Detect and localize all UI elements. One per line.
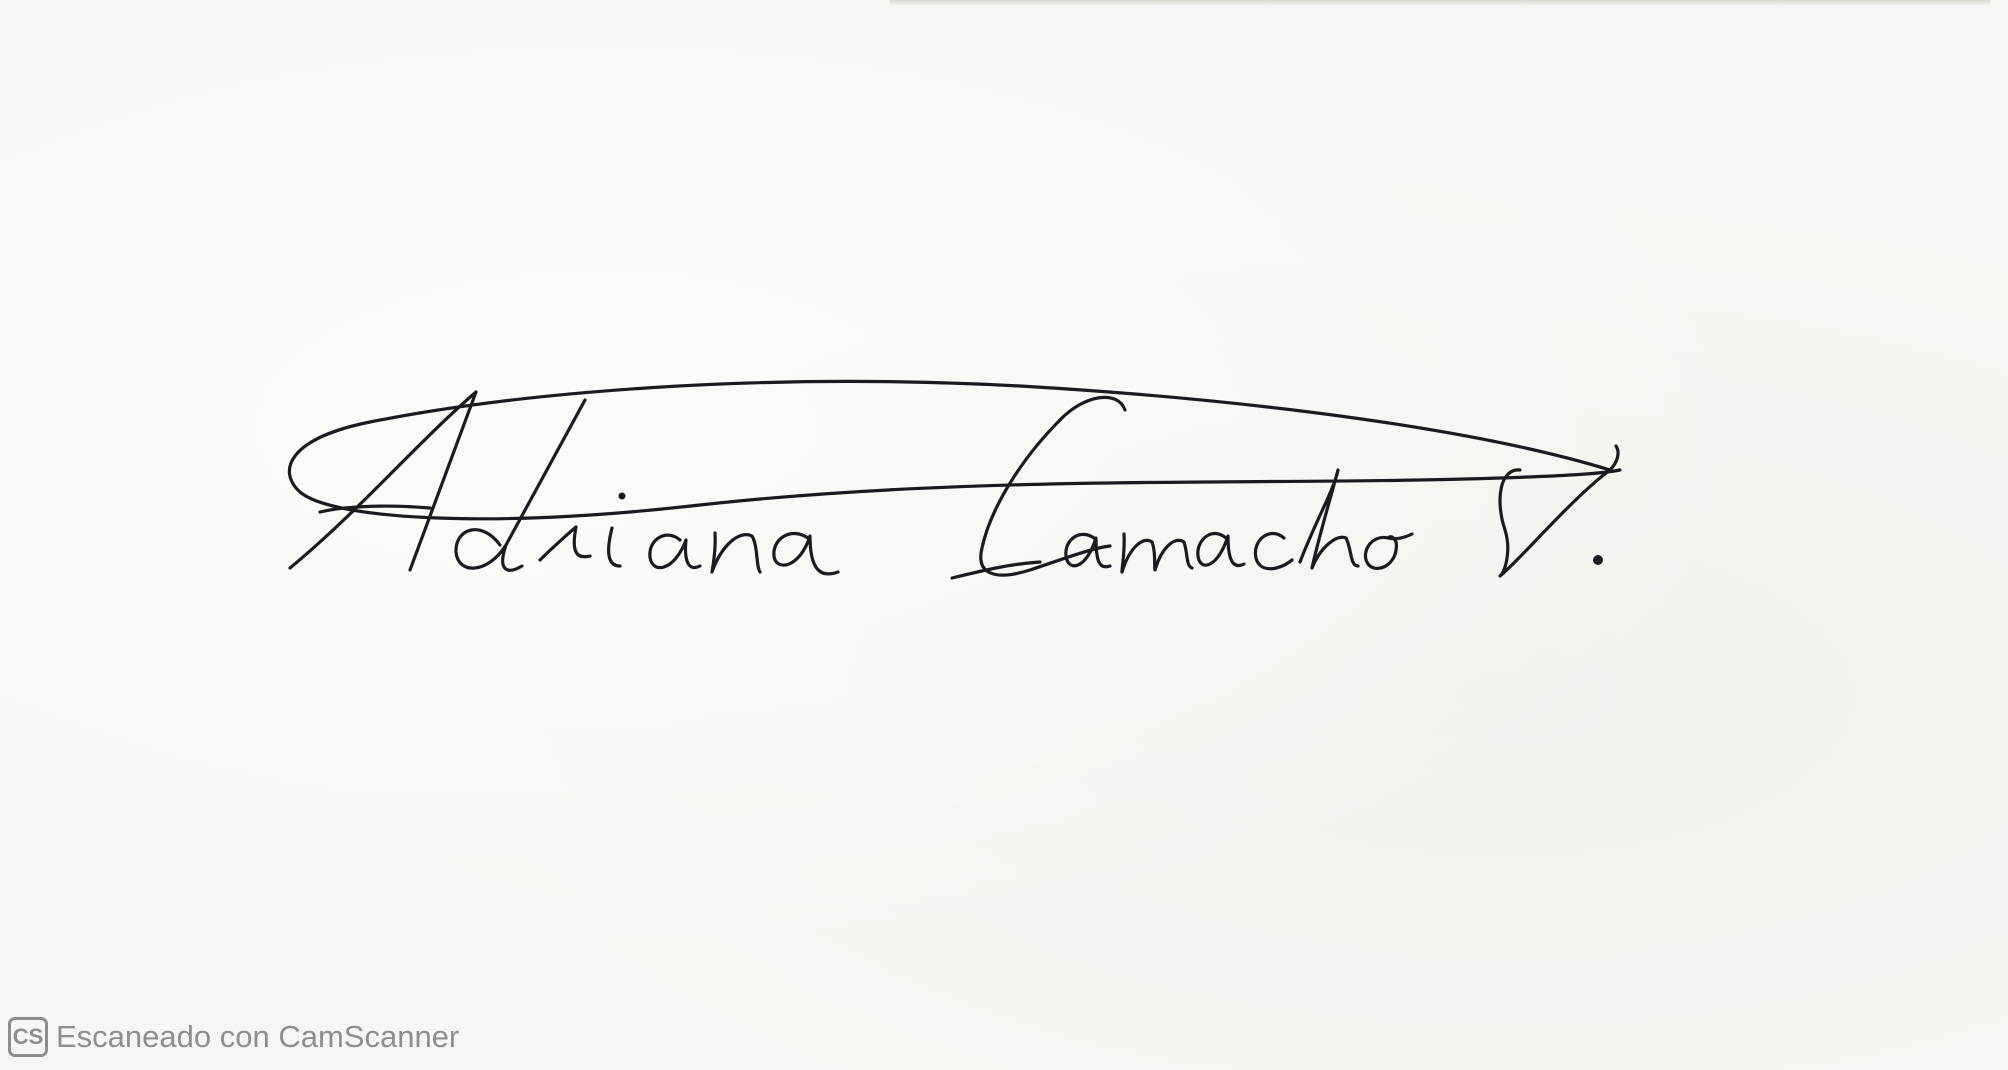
signature-letter-C xyxy=(952,397,1125,578)
signature-letter-o xyxy=(1365,534,1412,568)
signature-letter-a2 xyxy=(774,533,838,573)
signature-letter-n xyxy=(712,533,760,572)
signature-i-dot xyxy=(619,493,626,500)
signature-letter-d xyxy=(456,400,585,570)
signature-flourish-loop xyxy=(289,381,1620,518)
signature-letter-h xyxy=(1300,470,1358,568)
watermark-text: Escaneado con CamScanner xyxy=(56,1019,460,1054)
camscanner-logo-icon: CS xyxy=(8,1017,48,1057)
signature-letter-a4 xyxy=(1198,533,1244,565)
signature-letter-m xyxy=(1122,534,1192,572)
signature-letter-c xyxy=(1255,534,1292,569)
signature-letter-a1 xyxy=(650,535,700,567)
signature-letter-r xyxy=(540,527,590,560)
signature-period-dot xyxy=(1593,555,1603,565)
signature-letter-i xyxy=(609,528,620,566)
camscanner-watermark xyxy=(8,1017,459,1057)
